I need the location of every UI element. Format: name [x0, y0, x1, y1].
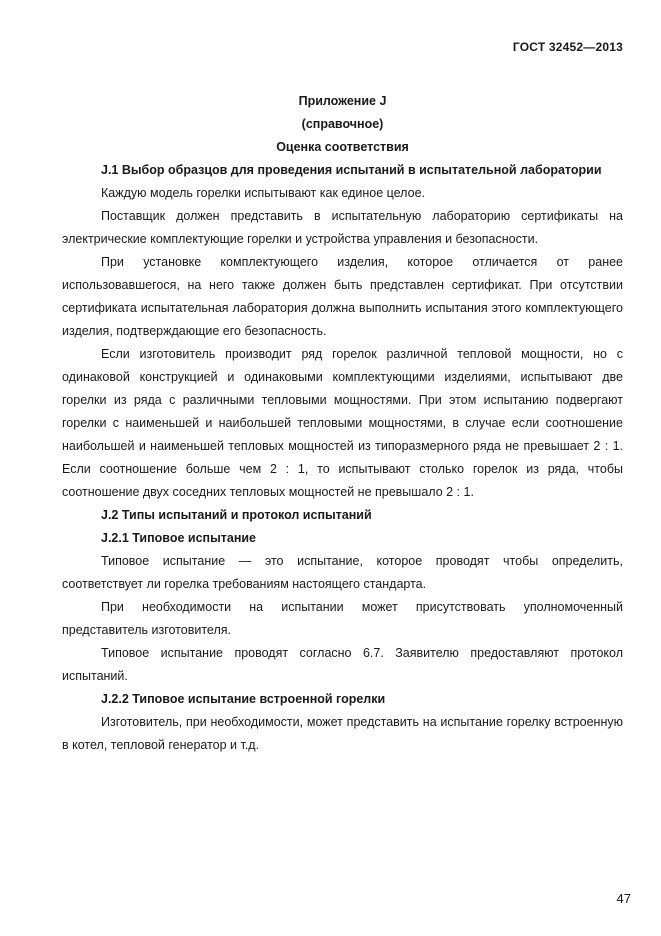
appendix-heading: Оценка соответствия	[276, 140, 409, 154]
paragraph: При необходимости на испытании может присутствовать уполномоченный представитель изготовителя.	[62, 600, 623, 637]
paragraph: Каждую модель горелки испытывают как единое целое.	[101, 186, 425, 200]
page-number: 47	[616, 891, 631, 906]
subsection-heading: J.2.1 Типовое испытание	[101, 531, 257, 545]
appendix-title: Приложение J	[298, 94, 387, 108]
paragraph: Типовое испытание проводят согласно 6.7. Заявителю предоставляют протокол испытаний.	[62, 646, 623, 683]
subsection-heading: J.2.2 Типовое испытание встроенной горелки	[101, 692, 386, 706]
paragraph: Изготовитель, при необходимости, может представить на испытание горелку встроенную в котел, тепловой генератор и т.д.	[62, 715, 623, 752]
section-heading: J.2 Типы испытаний и протокол испытаний	[101, 508, 372, 522]
appendix-subtitle: (справочное)	[301, 117, 384, 131]
paragraph: Поставщик должен представить в испытательную лабораторию сертификаты на электрические комплектующие горелки и устройства управления и безопасности.	[62, 209, 623, 246]
paragraph: Типовое испытание — это испытание, которое проводят чтобы определить, соответствует ли горелка требованиям настоящего стандарта.	[62, 554, 623, 591]
document-body	[62, 90, 623, 757]
standard-code: ГОСТ 32452—2013	[512, 40, 623, 54]
section-heading: J.1 Выбор образцов для проведения испытаний в испытательной лаборатории	[101, 163, 602, 177]
paragraph: При установке комплектующего изделия, которое отличается от ранее использовавшегося, на него также должен быть представлен сертификат. При отсутствии сертификата испытательная лаборатория должна выполнить испытания этого комплектующего изделия, подтверждающие его безопасность.	[62, 255, 623, 338]
paragraph: Если изготовитель производит ряд горелок различной тепловой мощности, но с одинаковой конструкцией и одинаковыми комплектующими изделиями, испытывают две горелки из ряда с различными тепловыми мощностями. При этом испытанию подвергают горелки с наименьшей и наибольшей тепловыми мощностями, в случае если соотношение наибольшей и наименьшей тепловых мощностей из типоразмерного ряда не превышает 2 : 1. Если соотношение больше чем 2 : 1, то испытывают столько горелок из ряда, чтобы соотношение двух соседних тепловых мощностей не превышало 2 : 1.	[62, 347, 623, 499]
